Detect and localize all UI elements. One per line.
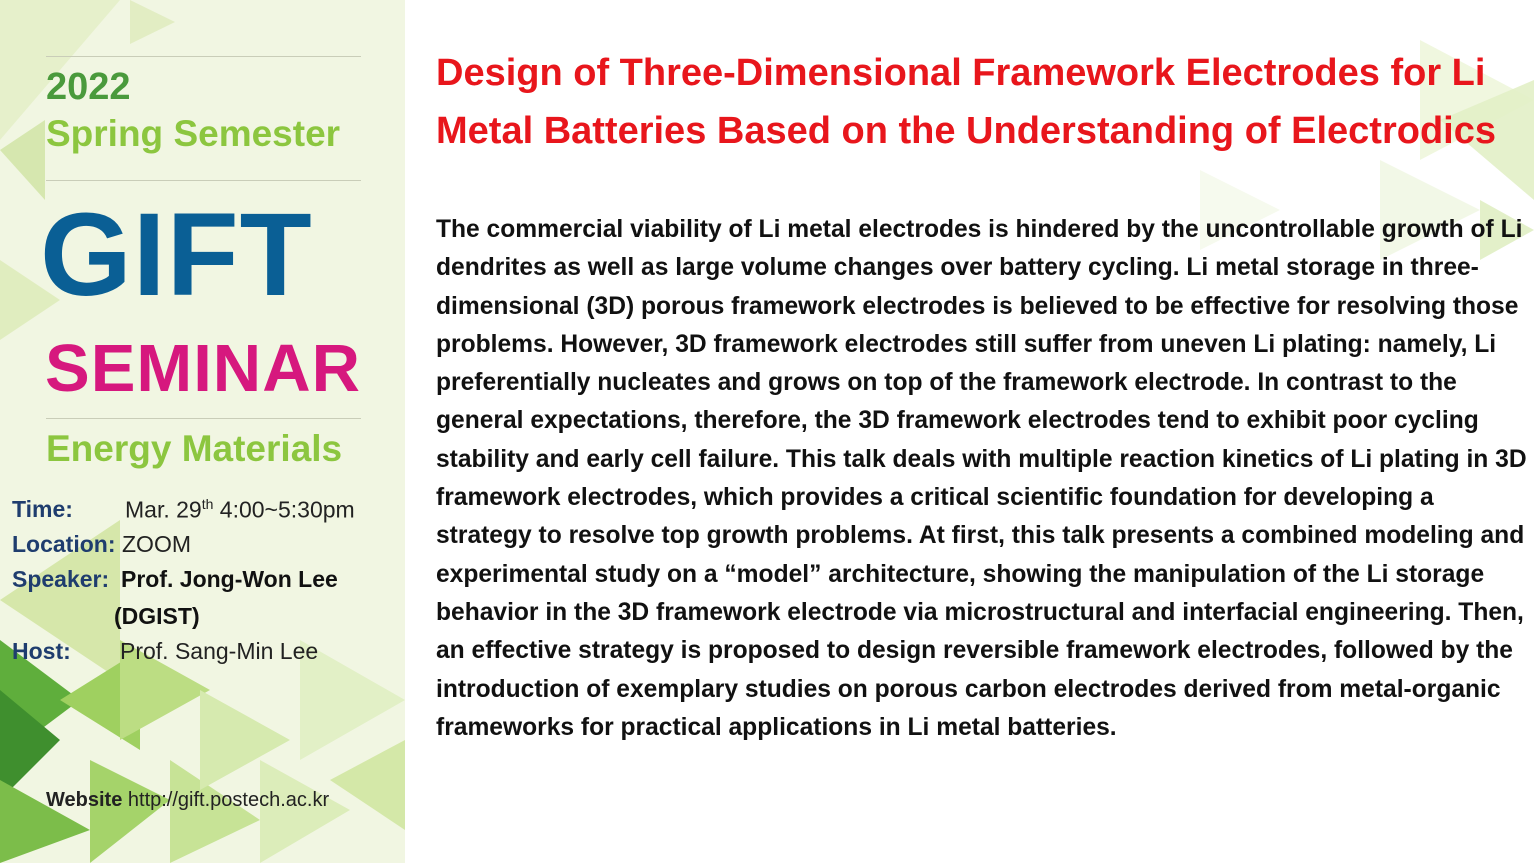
speaker-label: Speaker: — [12, 566, 110, 592]
talk-abstract: The commercial viability of Li metal electrodes is hindered by the uncontrollable growth of Li dendrites as well as large volume changes over battery cycling. Li metal storage in three-dimensional (3D) porous framework electrodes is believed to be effective for resolving those problems. However, 3D framework electrodes still suffer from uneven Li plating: namely, Li preferentially nucleates and grows on top of the framework electrode. In contrast to the general expectations, therefore, the 3D framework electrodes tend to exhibit poor cycling stability and early cell failure. This talk deals with multiple reaction kinetics of Li plating in 3D framework electrodes, which provides a critical scientific foundation for developing a strategy to resolve top growth problems. At first, this talk presents a combined modeling and experimental study on a “model” architecture, showing the manipulation of the Li storage behavior in the 3D framework electrode via microstructural and interfacial engineering. Then, an effective strategy is proposed to design reversible framework electrodes, followed by the introduction of exemplary studies on porous carbon electrodes derived from metal-organic frameworks for practical applications in Li metal batteries. — [436, 216, 1527, 741]
host-label: Host: — [12, 638, 71, 664]
location-label: Location: — [12, 531, 116, 557]
seminar-brand: SEMINAR — [45, 331, 361, 406]
time-value — [125, 496, 355, 524]
time-label: Time: — [12, 496, 73, 522]
time-date-suffix: th — [201, 496, 214, 512]
speaker-name: Prof. Jong-Won Lee — [121, 566, 338, 592]
year-heading: 2022 — [46, 66, 131, 108]
semester-heading: Spring Semester — [46, 113, 341, 154]
talk-title: Design of Three-Dimensional Framework Electrodes for Li Metal Batteries Based on the Understanding of Electrodics — [436, 52, 1496, 152]
location-value: ZOOM — [122, 531, 191, 557]
website-url: http://gift.postech.ac.kr — [127, 789, 330, 811]
host-value: Prof. Sang-Min Lee — [120, 638, 319, 664]
speaker-affiliation: (DGIST) — [114, 603, 200, 629]
divider — [46, 418, 361, 419]
gift-brand: GIFT — [40, 189, 313, 321]
divider — [46, 180, 361, 181]
divider — [46, 56, 361, 57]
website-label: Website — [46, 789, 123, 811]
time-date: Mar. 29 — [125, 496, 202, 523]
field-heading: Energy Materials — [46, 428, 343, 469]
website-line — [46, 789, 329, 812]
time-hours: 4:00~5:30pm — [213, 496, 355, 523]
seminar-sidebar — [0, 0, 405, 863]
